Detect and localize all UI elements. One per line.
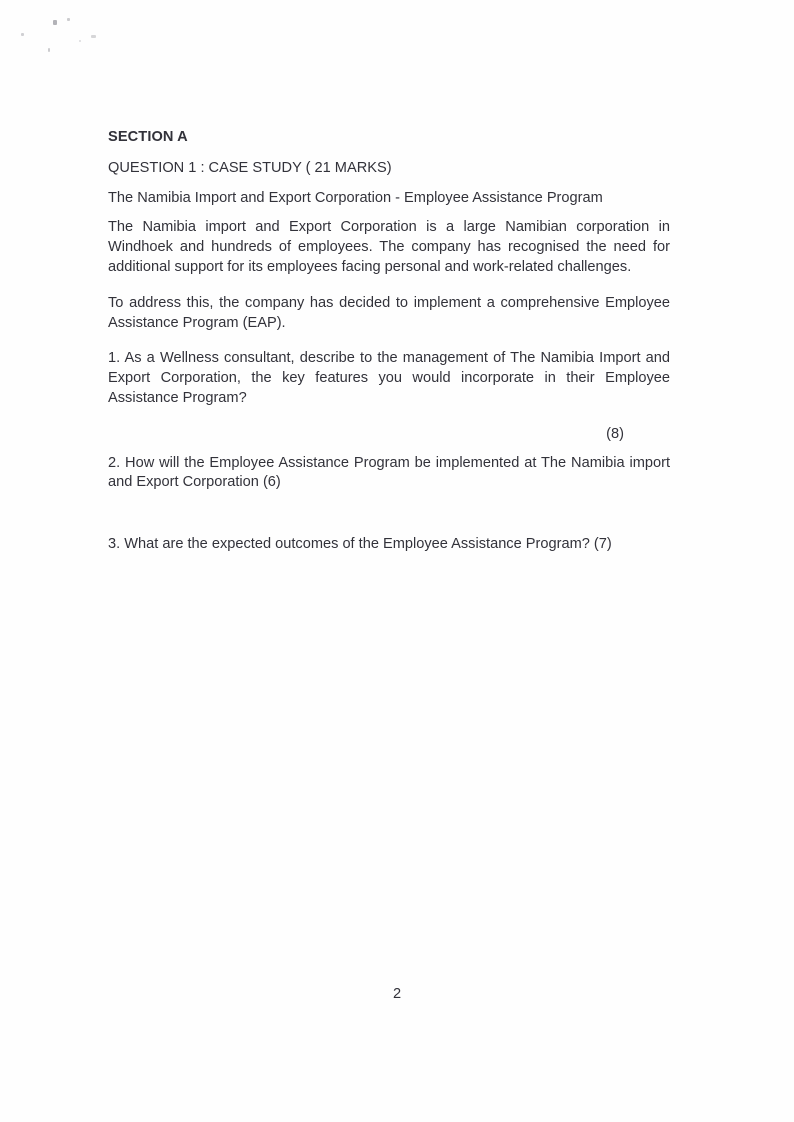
- scan-speck: [79, 40, 81, 42]
- scan-speck: [67, 18, 70, 21]
- scan-speck: [53, 20, 57, 25]
- page-number: 2: [392, 986, 402, 1002]
- scan-speck: [21, 33, 24, 36]
- case-study-paragraph-1: The Namibia import and Export Corporation is a large Namibian corporation in Windhoek and hundreds of employees. The company has recognised the need for additional support for its employees facing personal and work-related challenges.: [108, 219, 670, 275]
- scan-speck: [91, 35, 96, 38]
- case-study-title: The Namibia Import and Export Corporation - Employee Assistance Program: [108, 189, 603, 206]
- question-1-text: 1. As a Wellness consultant, describe to the management of The Namibia Import and Export Corporation, the key features you would incorporate in their Employee Assistance Program?: [108, 350, 670, 406]
- question-1-heading: QUESTION 1 : CASE STUDY ( 21 MARKS): [108, 159, 392, 176]
- question-3-text: 3. What are the expected outcomes of the Employee Assistance Program? (7): [108, 536, 612, 553]
- document-body: [108, 128, 670, 571]
- question-2-text: 2. How will the Employee Assistance Program be implemented at The Namibia import and Export Corporation (6): [108, 454, 670, 491]
- question-1-marks: (8): [606, 425, 624, 442]
- case-study-paragraph-2: To address this, the company has decided to implement a comprehensive Employee Assistance Program (EAP).: [108, 294, 670, 331]
- scan-speck: [48, 48, 50, 52]
- section-heading: SECTION A: [108, 129, 188, 145]
